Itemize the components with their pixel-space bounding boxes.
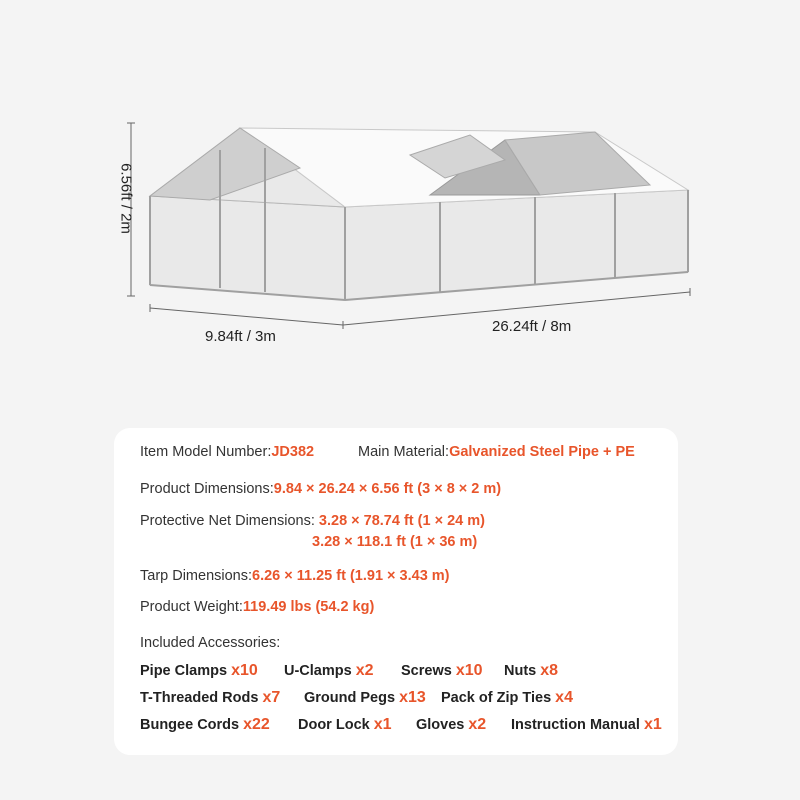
accessory-name: Gloves xyxy=(416,717,465,733)
accessory-item xyxy=(298,716,392,734)
accessory-name: Pack of Zip Ties xyxy=(441,690,552,706)
tarp-dimensions-label: Tarp Dimensions: xyxy=(140,568,253,584)
accessories-heading xyxy=(140,635,280,651)
accessory-item xyxy=(284,662,374,680)
accessory-name: Instruction Manual xyxy=(511,717,640,733)
accessory-name: Bungee Cords xyxy=(140,717,240,733)
accessory-item xyxy=(504,662,558,680)
accessories-label: Included Accessories: xyxy=(140,635,281,651)
net-dimensions-value-1: 3.28 × 78.74 ft (1 × 24 m) xyxy=(318,513,485,529)
material-value: Galvanized Steel Pipe + PE xyxy=(449,444,635,460)
accessory-qty: x2 xyxy=(468,716,487,733)
accessory-item xyxy=(140,662,258,680)
accessory-name: U-Clamps xyxy=(284,663,352,679)
product-dimensions-row xyxy=(140,481,501,497)
net-dimensions-row-2 xyxy=(312,534,477,550)
product-dimensions-value: 9.84 × 26.24 × 6.56 ft (3 × 8 × 2 m) xyxy=(273,481,502,497)
model-label: Item Model Number: xyxy=(140,444,272,460)
length-dimension-label: 26.24ft / 8m xyxy=(492,318,572,335)
accessory-name: T-Threaded Rods xyxy=(140,690,259,706)
net-dimensions-value-2: 3.28 × 118.1 ft (1 × 36 m) xyxy=(312,534,478,550)
accessory-item xyxy=(140,689,280,707)
accessory-qty: x10 xyxy=(455,662,483,679)
accessory-item xyxy=(511,716,662,734)
tarp-dimensions-value: 6.26 × 11.25 ft (1.91 × 3.43 m) xyxy=(252,568,450,584)
accessory-qty: x1 xyxy=(373,716,392,733)
net-dimensions-row xyxy=(140,513,485,529)
weight-value: 119.49 lbs (54.2 kg) xyxy=(242,599,375,615)
accessory-item xyxy=(304,689,426,707)
accessory-qty: x8 xyxy=(540,662,559,679)
accessory-name: Pipe Clamps xyxy=(140,663,228,679)
accessory-name: Ground Pegs xyxy=(304,690,396,706)
weight-row xyxy=(140,599,374,615)
accessory-item xyxy=(401,662,483,680)
material-row xyxy=(358,444,635,460)
accessory-qty: x22 xyxy=(243,716,270,733)
accessory-name: Door Lock xyxy=(298,717,370,733)
accessory-item xyxy=(140,716,270,734)
accessory-name: Screws xyxy=(401,663,452,679)
product-dimensions-label: Product Dimensions: xyxy=(140,481,274,497)
accessory-qty: x13 xyxy=(399,689,426,706)
accessory-item xyxy=(441,689,573,707)
weight-label: Product Weight: xyxy=(140,599,243,615)
net-dimensions-label: Protective Net Dimensions: xyxy=(140,513,315,529)
accessory-name: Nuts xyxy=(504,663,537,679)
tarp-dimensions-row xyxy=(140,568,450,584)
model-row xyxy=(140,444,314,460)
accessory-qty: x4 xyxy=(555,689,573,706)
accessory-qty: x10 xyxy=(231,662,258,679)
accessory-qty: x1 xyxy=(643,716,662,733)
accessory-item xyxy=(416,716,486,734)
height-dimension-label: 6.56ft / 2m xyxy=(117,163,135,234)
accessory-qty: x7 xyxy=(262,689,281,706)
model-value: JD382 xyxy=(271,444,315,460)
material-label: Main Material: xyxy=(358,444,450,460)
accessory-qty: x2 xyxy=(355,662,374,679)
spec-card xyxy=(114,428,678,755)
width-dimension-label: 9.84ft / 3m xyxy=(205,328,276,345)
